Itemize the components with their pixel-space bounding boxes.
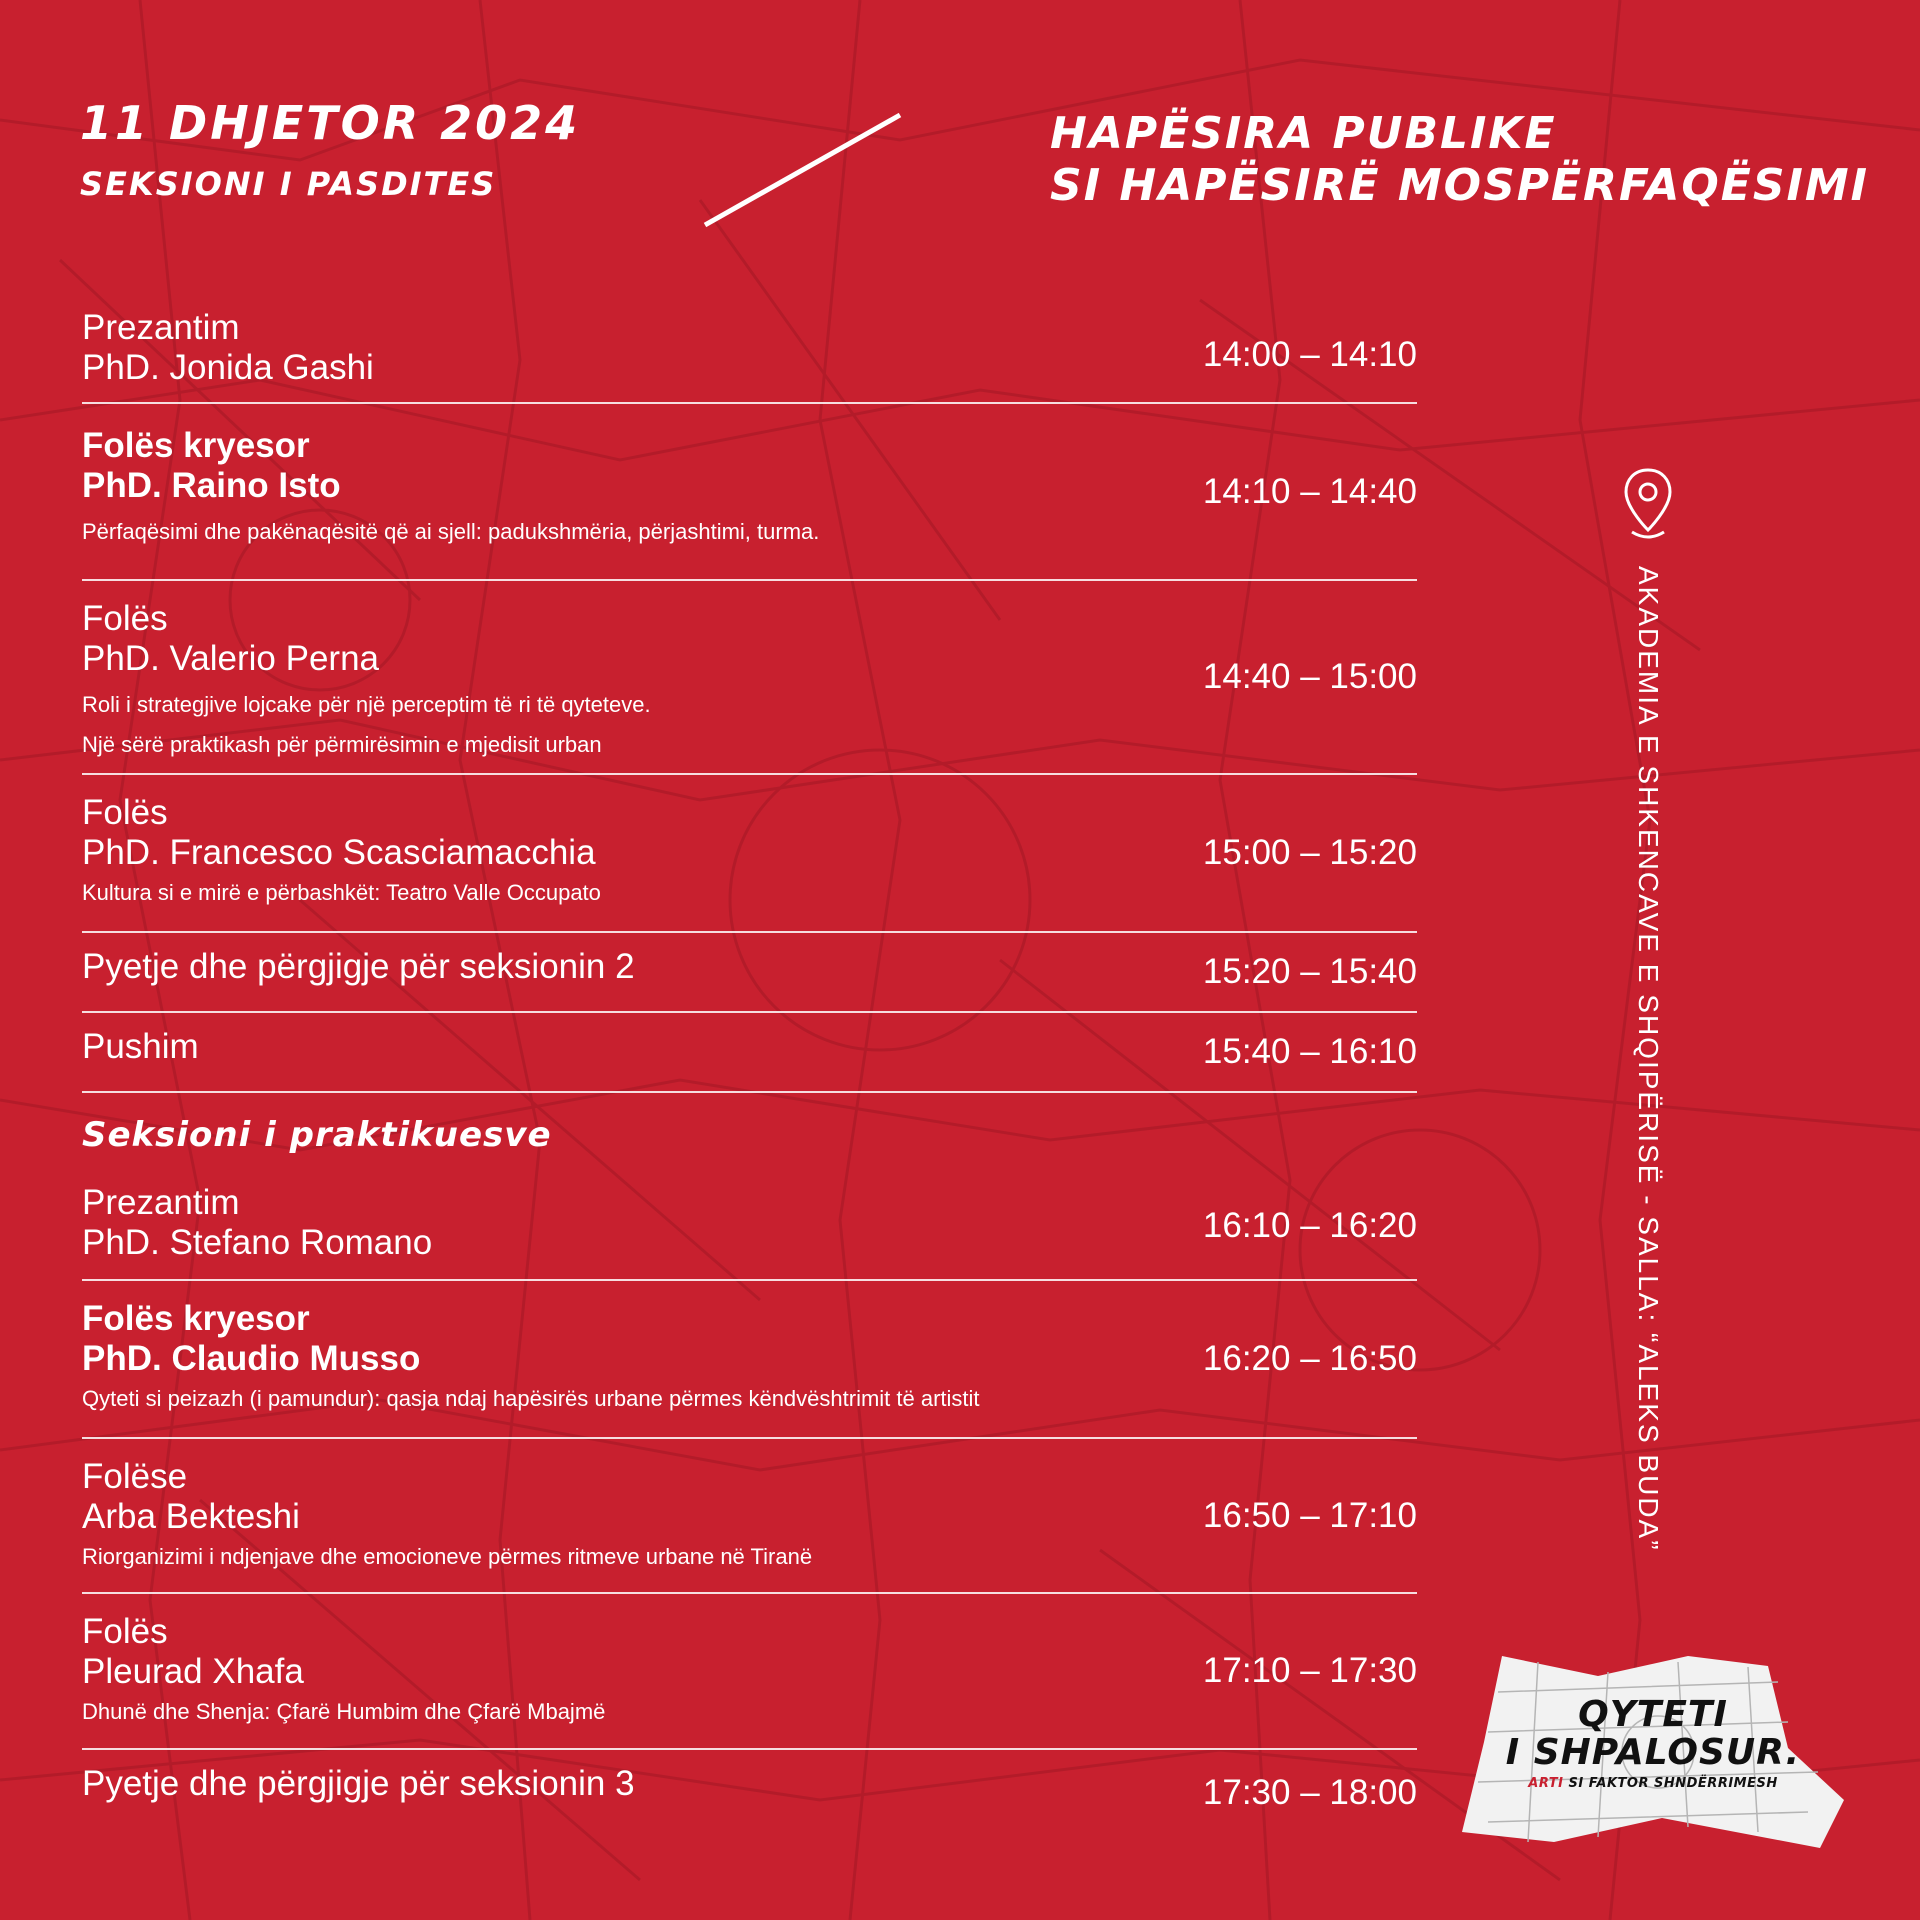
header-date-block [80, 96, 581, 203]
row-time: 16:20 – 16:50 [1202, 1339, 1417, 1378]
row-role: Prezantim [82, 308, 240, 347]
row-speaker: PhD. Stefano Romano [82, 1223, 433, 1262]
row-time: 17:30 – 18:00 [1202, 1773, 1417, 1812]
row-time: 14:00 – 14:10 [1202, 335, 1417, 374]
row-topic: Përfaqësimi dhe pakënaqësitë që ai sjell: padukshmëria, përjashtimi, turma. [82, 519, 820, 544]
row-label: Pyetje dhe përgjigje për seksionin 3 [82, 1764, 635, 1803]
logo-subtitle-accent: ARTI [1528, 1776, 1564, 1791]
row-role: Folës kryesor [82, 426, 310, 465]
logo-line-1: QYTETI [1578, 1694, 1728, 1735]
row-speaker: Pleurad Xhafa [82, 1652, 304, 1691]
venue-label: AKADEMIA E SHKENCAVE E SHQIPËRISË - SALLA: “ALEKS BUDA” [1633, 566, 1664, 1552]
logo-subtitle [1458, 1776, 1848, 1791]
row-label: Pushim [82, 1027, 199, 1066]
row-role: Folës [82, 599, 168, 638]
row-speaker: Arba Bekteshi [82, 1497, 300, 1536]
schedule-list [82, 308, 1417, 1836]
row-label: Pyetje dhe përgjigje për seksionin 2 [82, 947, 635, 986]
event-title-line-2: SI HAPËSIRË MOSPËRFAQËSIMI [1050, 160, 1870, 211]
row-role: Prezantim [82, 1183, 240, 1222]
event-title-line-1: HAPËSIRA PUBLIKE [1050, 108, 1557, 159]
qyteti-i-shpalosur-logo [1458, 1652, 1848, 1848]
row-speaker: PhD. Claudio Musso [82, 1339, 421, 1378]
logo-subtitle-rest: SI FAKTOR SHNDËRRIMESH [1563, 1776, 1778, 1791]
row-topic: Qyteti si peizazh (i pamundur): qasja ndaj hapësirës urbane përmes këndvështrimit të artistit [82, 1386, 980, 1411]
row-speaker: PhD. Valerio Perna [82, 639, 380, 678]
row-topic: Roli i strategjive lojcake për një perceptim të ri të qyteteve. [82, 692, 651, 717]
schedule-row [82, 1173, 1417, 1281]
schedule-row [82, 1281, 1417, 1439]
row-time: 16:10 – 16:20 [1202, 1206, 1417, 1245]
row-topic: Riorganizimi i ndjenjave dhe emocioneve përmes ritmeve urbane në Tiranë [82, 1544, 813, 1569]
location-pin-icon [1620, 466, 1676, 546]
schedule-row [82, 775, 1417, 933]
schedule-row [82, 1750, 1417, 1836]
row-speaker: PhD. Francesco Scasciamacchia [82, 833, 596, 872]
schedule-row [82, 1013, 1417, 1093]
row-role: Folës [82, 793, 168, 832]
row-topic: Dhunë dhe Shenja: Çfarë Humbim dhe Çfarë Mbajmë [82, 1699, 606, 1724]
row-topic-continued: Një sërë praktikash për përmirësimin e mjedisit urban [82, 732, 602, 757]
event-date: 11 DHJETOR 2024 [80, 96, 581, 150]
row-time: 17:10 – 17:30 [1202, 1651, 1417, 1690]
row-time: 14:10 – 14:40 [1202, 471, 1417, 511]
session-label: SEKSIONI I PASDITES [80, 165, 497, 203]
row-speaker: PhD. Jonida Gashi [82, 348, 374, 387]
row-role: Folës [82, 1612, 168, 1651]
row-time: 15:40 – 16:10 [1202, 1032, 1417, 1071]
row-time: 15:00 – 15:20 [1202, 833, 1417, 872]
event-title [1050, 108, 1869, 212]
row-time: 15:20 – 15:40 [1202, 952, 1417, 991]
row-role: Folës kryesor [82, 1299, 310, 1338]
row-role: Folëse [82, 1457, 188, 1496]
row-time: 16:50 – 17:10 [1202, 1495, 1417, 1535]
section-heading: Seksioni i praktikuesve [82, 1115, 552, 1155]
logo-line-2: I SHPALOSUR. [1505, 1732, 1801, 1773]
row-topic: Kultura si e mirë e përbashkët: Teatro Valle Occupato [82, 880, 601, 905]
schedule-row [82, 933, 1417, 1013]
schedule-row [82, 581, 1417, 775]
schedule-row [82, 1439, 1417, 1594]
row-speaker: PhD. Raino Isto [82, 466, 341, 505]
schedule-row [82, 404, 1417, 581]
header-divider-slash [700, 110, 910, 230]
schedule-row [82, 308, 1417, 404]
schedule-row [82, 1594, 1417, 1750]
row-time: 14:40 – 15:00 [1202, 657, 1417, 696]
